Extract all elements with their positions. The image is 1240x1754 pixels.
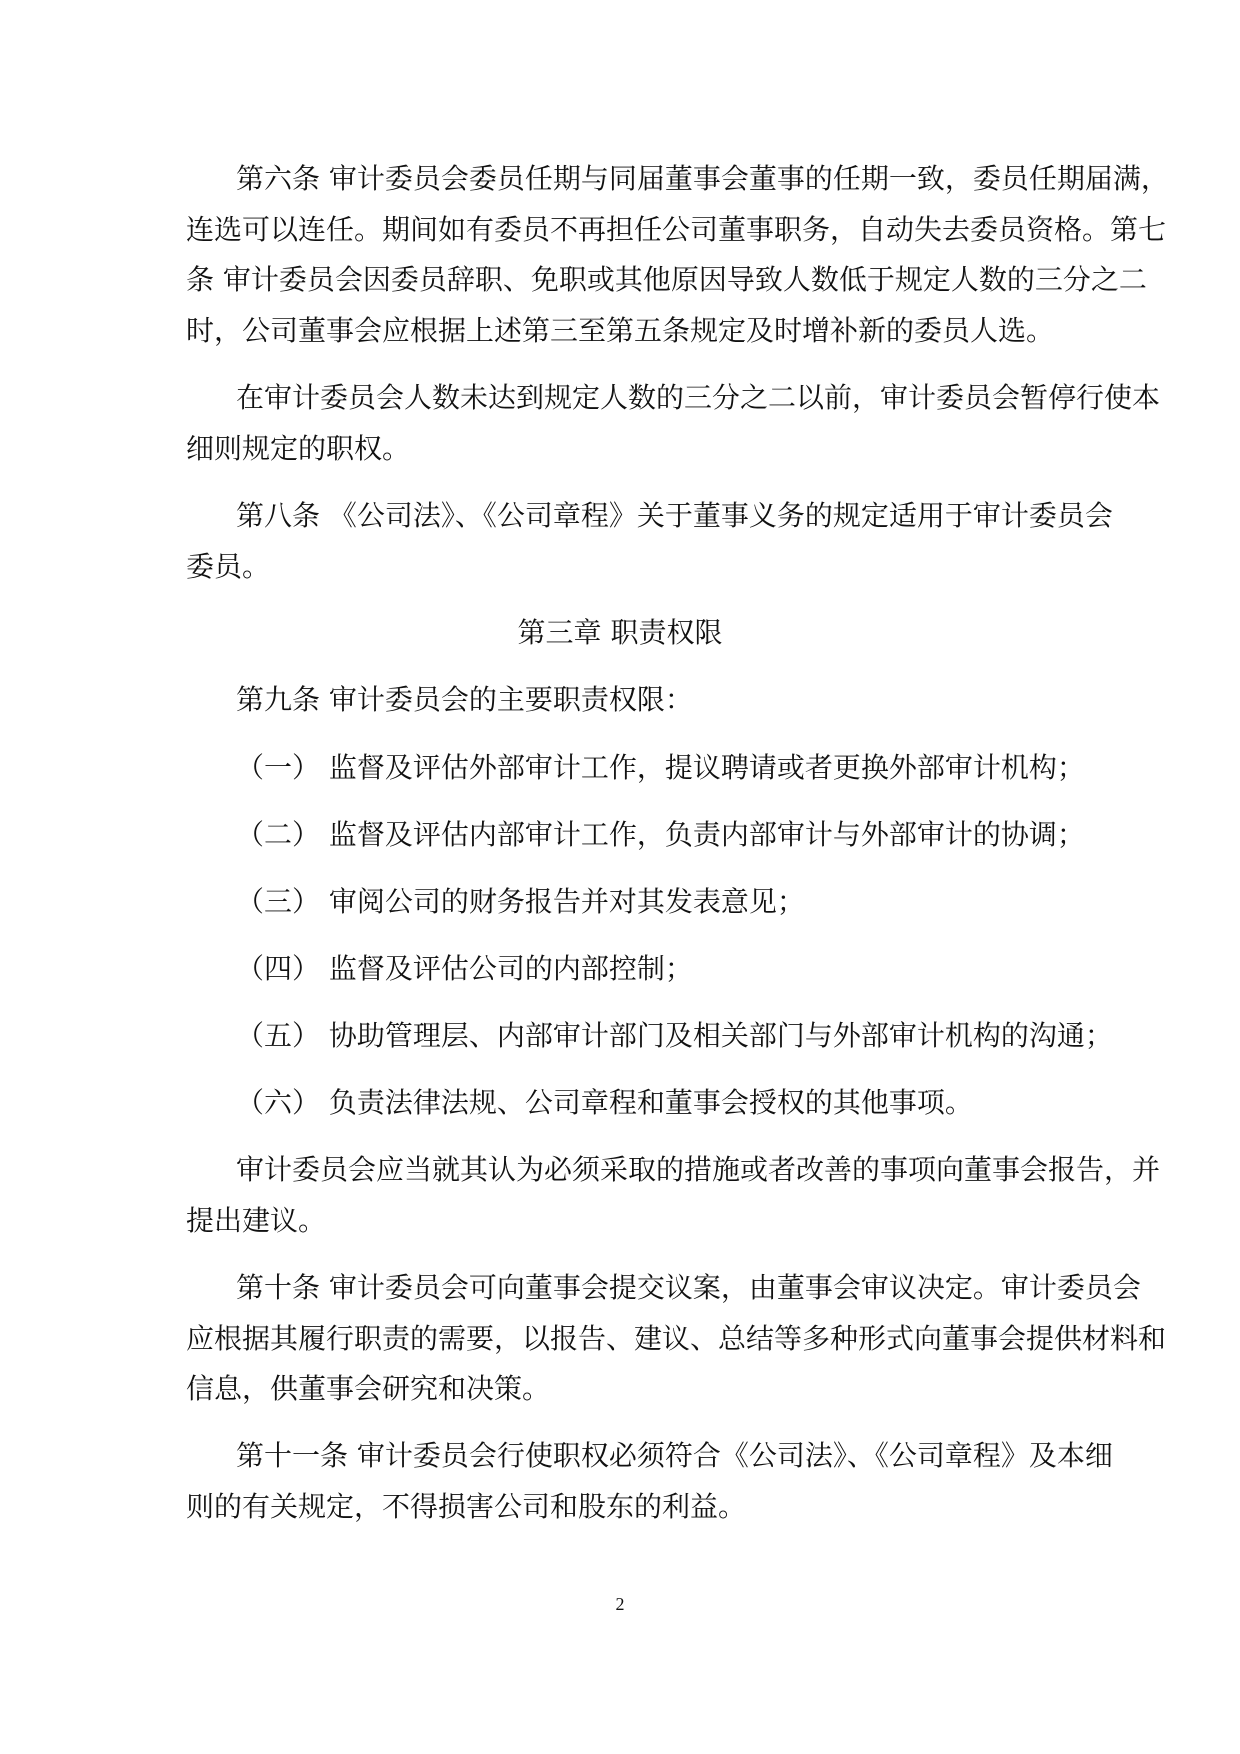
duty-item bbox=[186, 1011, 1113, 1062]
report-paragraph bbox=[186, 1145, 1161, 1246]
text-line: 第六条 审计委员会委员任期与同届董事会董事的任期一致，委员任期届满， bbox=[236, 162, 1169, 195]
article-6-7-paragraph bbox=[186, 154, 1169, 356]
text-line: 提出建议。 bbox=[186, 1203, 327, 1237]
duty-item bbox=[186, 944, 1062, 995]
text-line: （四） 监督及评估公司的内部控制； bbox=[236, 952, 693, 985]
text-line: （三） 审阅公司的财务报告并对其发表意见； bbox=[236, 885, 805, 918]
article-10-paragraph bbox=[186, 1263, 1167, 1415]
duty-item bbox=[186, 743, 1085, 794]
duty-item bbox=[186, 877, 1062, 928]
quorum-paragraph bbox=[186, 373, 1161, 474]
text-line: （二） 监督及评估内部审计工作，负责内部审计与外部审计的协调； bbox=[236, 818, 1085, 851]
text-line: （六） 负责法律法规、公司章程和董事会授权的其他事项。 bbox=[236, 1086, 973, 1119]
text-line: 条 审计委员会因委员辞职、免职或其他原因导致人数低于规定人数的三分之二 bbox=[186, 263, 1147, 297]
text-line: 连选可以连任。期间如有委员不再担任公司董事职务，自动失去委员资格。第七 bbox=[186, 212, 1167, 246]
article-11-paragraph bbox=[186, 1431, 1113, 1532]
text-line: 在审计委员会人数未达到规定人数的三分之二以前，审计委员会暂停行使本 bbox=[236, 381, 1161, 414]
text-line: 第九条 审计委员会的主要职责权限： bbox=[236, 683, 693, 716]
duty-item bbox=[186, 1078, 1062, 1129]
text-line: 审计委员会应当就其认为必须采取的措施或者改善的事项向董事会报告，并 bbox=[236, 1153, 1161, 1186]
page-number: 2 bbox=[615, 1594, 625, 1614]
article-8-paragraph bbox=[186, 491, 1113, 592]
text-line: 第十条 审计委员会可向董事会提交议案，由董事会审议决定。审计委员会 bbox=[236, 1271, 1141, 1304]
chapter-heading: 第三章 职责权限 bbox=[517, 616, 723, 649]
text-line: （一） 监督及评估外部审计工作，提议聘请或者更换外部审计机构； bbox=[236, 751, 1085, 784]
article-9-intro bbox=[186, 675, 1062, 726]
text-line: 细则规定的职权。 bbox=[186, 431, 411, 465]
text-line: 第十一条 审计委员会行使职权必须符合《公司法》、《公司章程》及本细 bbox=[236, 1439, 1113, 1472]
text-line: 信息，供董事会研究和决策。 bbox=[186, 1372, 551, 1406]
text-line: 委员。 bbox=[186, 549, 271, 583]
text-line: 第八条 《公司法》、《公司章程》关于董事义务的规定适用于审计委员会 bbox=[236, 499, 1113, 532]
duty-item bbox=[186, 810, 1085, 861]
text-line: 则的有关规定，不得损害公司和股东的利益。 bbox=[186, 1489, 747, 1523]
text-line: 应根据其履行职责的需要，以报告、建议、总结等多种形式向董事会提供材料和 bbox=[186, 1321, 1167, 1355]
text-line: 时，公司董事会应根据上述第三至第五条规定及时增补新的委员人选。 bbox=[186, 313, 1055, 347]
text-line: （五） 协助管理层、内部审计部门及相关部门与外部审计机构的沟通； bbox=[236, 1019, 1113, 1052]
